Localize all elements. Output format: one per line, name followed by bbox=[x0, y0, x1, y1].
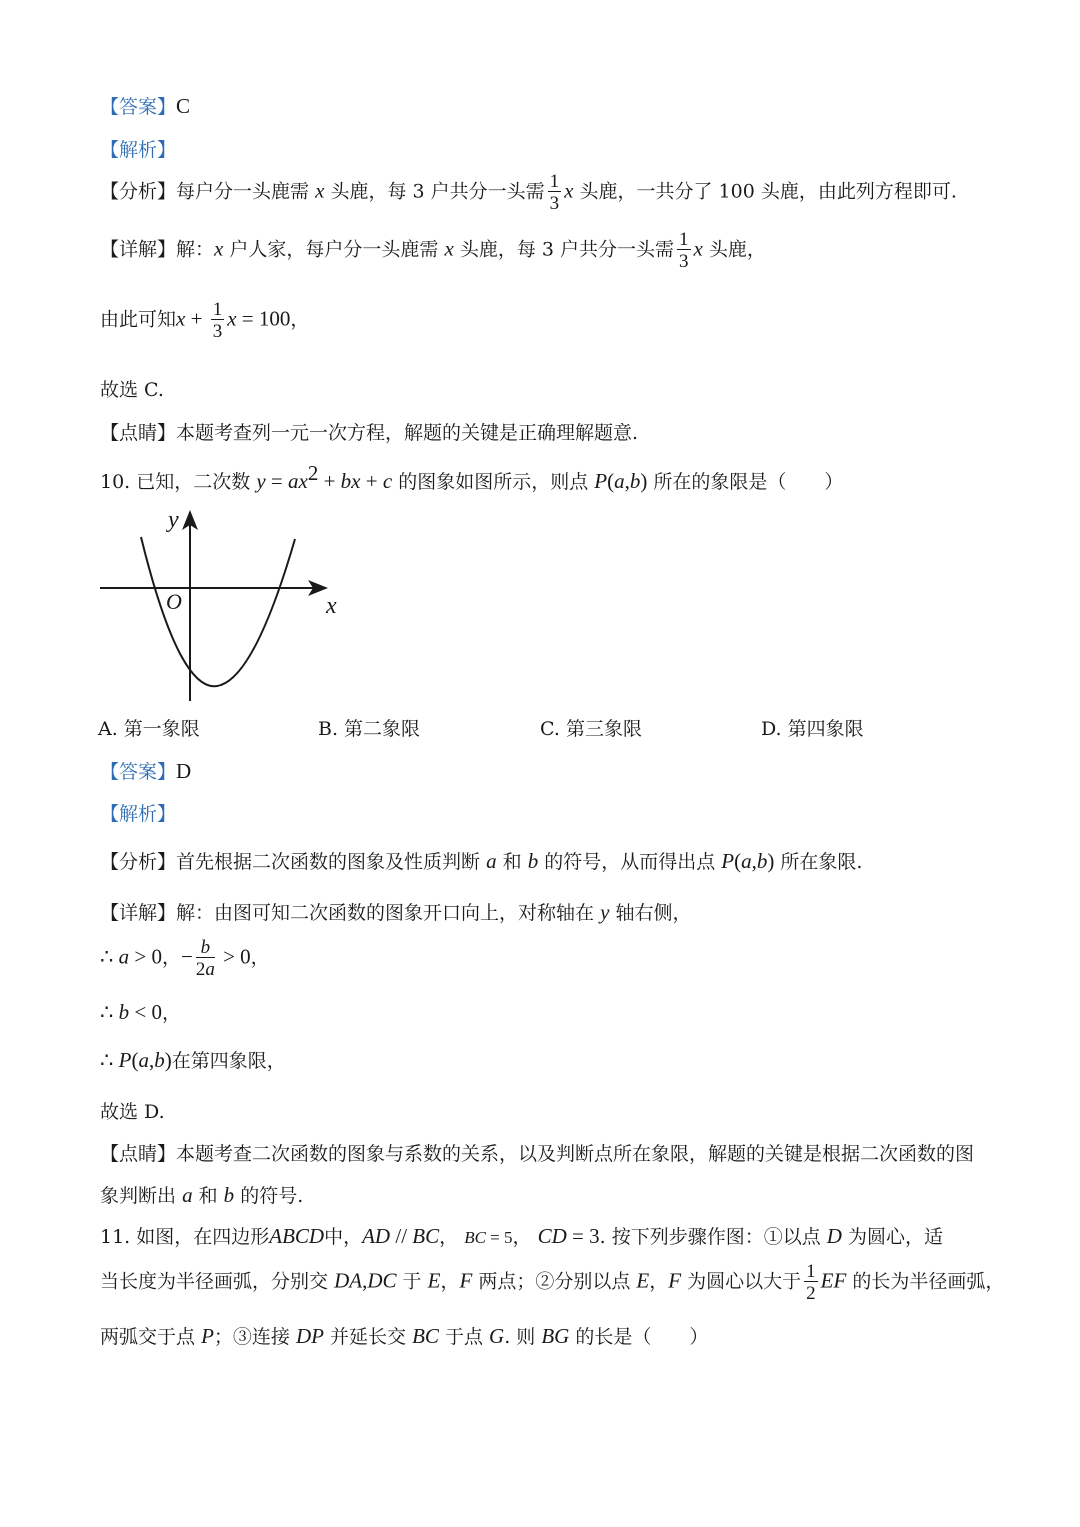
dianjing-text: 本题考查列一元一次方程，解题的关键是正确理解题意. bbox=[176, 422, 639, 444]
var-x: x bbox=[214, 236, 224, 261]
q11-text-3f: 的长是（ ） bbox=[575, 1326, 709, 1348]
var-a: a bbox=[486, 849, 497, 873]
y-axis-label: y bbox=[168, 507, 179, 533]
q10-jiexi-line bbox=[100, 799, 176, 826]
q11-text-a: 11. 如图，在四边形 bbox=[100, 1226, 270, 1248]
answer-tag: 【答案】 bbox=[100, 761, 177, 783]
q9-equation-line: 由此可知x + $\frac{1}{3}$ x = 100， bbox=[100, 299, 310, 342]
q11-line2: 当长度为半径画弧，分别交 DA,DC 于 E，F 两点；②分别以点 E，F 为圆心以大于 $\frac{1}{2}$ EF 的长为半径画弧， bbox=[100, 1261, 1005, 1304]
fenxi-text-a: 每户分一头鹿需 bbox=[176, 180, 310, 203]
jiexi-tag: 【解析】 bbox=[100, 803, 177, 825]
q10-fenxi-line: 【分析】首先根据二次函数的图象及性质判断 a 和 b 的符号，从而得出点 P(a,b) 所在象限. bbox=[100, 849, 863, 873]
fenxi-text-a: 首先根据二次函数的图象及性质判断 bbox=[176, 851, 481, 873]
q11-line3: 两弧交于点 P；③连接 DP 并延长交 BC 于点 G. 则 BG 的长是（ ） bbox=[100, 1324, 709, 1348]
xiangjie-text-b: 户人家，每户分一头鹿需 bbox=[229, 238, 439, 261]
fraction-one-third: $\frac{1}{3}$ bbox=[549, 171, 560, 214]
answer-value: C bbox=[176, 94, 191, 118]
q10-stem-b: 的图象如图所示，则点 bbox=[398, 471, 589, 493]
point-p: P bbox=[721, 849, 735, 873]
q10-dianjing-line2 bbox=[100, 1181, 303, 1208]
var-y: y bbox=[600, 900, 610, 924]
xiangjie-text-a: 解：由图可知二次函数的图象开口向上，对称轴在 bbox=[176, 902, 595, 924]
var-b: b bbox=[527, 849, 539, 873]
q10-stem-a: 10. 已知，二次数 bbox=[100, 471, 251, 493]
fraction-b-over-2a: $\frac{b}{2a}$ bbox=[195, 937, 215, 980]
q10-step2: ∴ b < 0， bbox=[100, 1000, 181, 1024]
q11-text-2c: 两点；②分别以点 bbox=[478, 1270, 631, 1293]
q10-step1: ∴ a > 0，− $\frac{b}{2a}$ > 0， bbox=[100, 937, 270, 980]
xiangjie-tag: 【详解】 bbox=[100, 238, 177, 261]
quad-abcd: ABCD bbox=[269, 1224, 325, 1248]
fenxi-text-b: 和 bbox=[502, 851, 522, 873]
q11-text-b: 中， bbox=[324, 1226, 363, 1248]
answer-value: D bbox=[176, 759, 192, 783]
fenxi-tag: 【分析】 bbox=[100, 180, 177, 203]
q11-line1: 11. 如图，在四边形ABCD中，AD // BC， BC = 5， CD = 3. 按下列步骤作图：①以点 D 为圆心，适 bbox=[100, 1224, 943, 1248]
q9-answer-line bbox=[100, 92, 190, 119]
q11-text-e: . 按下列步骤作图：①以点 bbox=[599, 1226, 821, 1248]
equation-prefix: 由此可知 bbox=[100, 308, 177, 331]
q11-text-f: 为圆心，适 bbox=[847, 1226, 943, 1248]
q11-text-3c: 并延长交 bbox=[330, 1326, 407, 1348]
var-x: x bbox=[564, 178, 574, 203]
parabola-curve bbox=[141, 537, 295, 686]
q10-dianjing-line1 bbox=[100, 1139, 974, 1166]
q9-dianjing-line bbox=[100, 418, 638, 445]
q11-text-3e: . 则 bbox=[504, 1326, 536, 1348]
therefore-icon: ∴ bbox=[100, 1000, 119, 1024]
step3-suffix: 在第四象限， bbox=[171, 1050, 286, 1072]
q11-text-2e: 的长为半径画弧， bbox=[852, 1270, 1005, 1293]
var-a: a bbox=[182, 1183, 193, 1207]
option-d[interactable]: D. 第四象限 bbox=[761, 718, 864, 740]
q11-text-2b: 于 bbox=[402, 1270, 422, 1293]
dianjing-text-1: 本题考查二次函数的图象与系数的关系，以及判断点所在象限，解题的关键是根据二次函数的图 bbox=[176, 1143, 975, 1165]
fenxi-text-d: 所在象限. bbox=[780, 851, 863, 873]
fenxi-tag: 【分析】 bbox=[100, 851, 177, 873]
dianjing-tag: 【点睛】 bbox=[100, 1143, 177, 1165]
parabola-graph bbox=[96, 505, 356, 705]
q11-text-3b: ；③连接 bbox=[213, 1326, 290, 1348]
option-b[interactable]: B. 第二象限 bbox=[318, 718, 421, 740]
dianjing-tag: 【点睛】 bbox=[100, 422, 177, 444]
var-x: x bbox=[315, 178, 325, 203]
therefore-icon: ∴ bbox=[100, 1048, 119, 1072]
fenxi-text-c: 头鹿，一共分了 100 头鹿，由此列方程即可. bbox=[579, 180, 957, 203]
xiangjie-text-d: 头鹿， bbox=[708, 238, 766, 261]
dianjing-text-2a: 象判断出 bbox=[100, 1185, 177, 1207]
x-axis-label: x bbox=[326, 593, 337, 619]
q11-text-c: ， bbox=[439, 1226, 459, 1248]
origin-label: O bbox=[166, 589, 182, 614]
option-a[interactable]: A. 第一象限 bbox=[98, 718, 200, 740]
dianjing-text-2b: 和 bbox=[198, 1185, 218, 1207]
fraction-one-third: $\frac{1}{3}$ bbox=[679, 229, 689, 272]
choose-text: 故选 D. bbox=[100, 1101, 165, 1123]
q11-text-3a: 两弧交于点 bbox=[100, 1326, 196, 1348]
q11-text-d: ， bbox=[512, 1226, 532, 1248]
therefore-icon: ∴ bbox=[100, 944, 119, 969]
q11-text-2a: 当长度为半径画弧，分别交 bbox=[100, 1270, 329, 1293]
q10-choose-line bbox=[100, 1097, 165, 1124]
q9-jiexi-line bbox=[100, 135, 176, 162]
fraction-one-half: $\frac{1}{2}$ bbox=[806, 1261, 816, 1304]
answer-tag: 【答案】 bbox=[100, 96, 177, 118]
dianjing-text-2c: 的符号. bbox=[240, 1185, 304, 1207]
option-c[interactable]: C. 第三象限 bbox=[540, 718, 642, 740]
q9-choose-line bbox=[100, 375, 164, 402]
q10-stem: 10. 已知，二次数 $y = ax^2$ + bx + c 的图象如图所示，则点 P(a,b) 所在的象限是（ ） bbox=[100, 461, 844, 493]
var-b: b bbox=[223, 1183, 235, 1207]
equation-suffix: ， bbox=[290, 308, 310, 331]
q9-fenxi-line bbox=[100, 172, 957, 213]
q10-stem-c: 所在的象限是（ ） bbox=[653, 471, 844, 493]
jiexi-tag: 【解析】 bbox=[100, 139, 177, 161]
q9-xiangjie-line bbox=[100, 230, 766, 271]
q11-text-2d: 为圆心以大于 bbox=[687, 1270, 802, 1293]
q10-answer-line bbox=[100, 757, 191, 784]
point-p: P bbox=[594, 469, 608, 493]
q10-step3: ∴ P(a,b)在第四象限， bbox=[100, 1048, 286, 1072]
xiangjie-tag: 【详解】 bbox=[100, 902, 177, 924]
var-x: x bbox=[444, 236, 454, 261]
fenxi-text-c: 的符号，从而得出点 bbox=[544, 851, 716, 873]
var-x: x bbox=[693, 236, 703, 261]
xiangjie-text-b: 轴右侧， bbox=[615, 902, 692, 924]
xiangjie-text-a: 解： bbox=[176, 238, 215, 261]
xiangjie-text-c: 头鹿，每 3 户共分一头需 bbox=[459, 238, 675, 261]
fraction-one-third: $\frac{1}{3}$ bbox=[212, 299, 223, 342]
fenxi-text-b: 头鹿，每 3 户共分一头需 bbox=[330, 180, 545, 203]
quadratic-equation: y bbox=[256, 469, 266, 493]
choose-text: 故选 C. bbox=[100, 379, 164, 401]
q11-text-3d: 于点 bbox=[444, 1326, 483, 1348]
q10-xiangjie-line bbox=[100, 898, 691, 925]
equation: x bbox=[176, 306, 186, 331]
